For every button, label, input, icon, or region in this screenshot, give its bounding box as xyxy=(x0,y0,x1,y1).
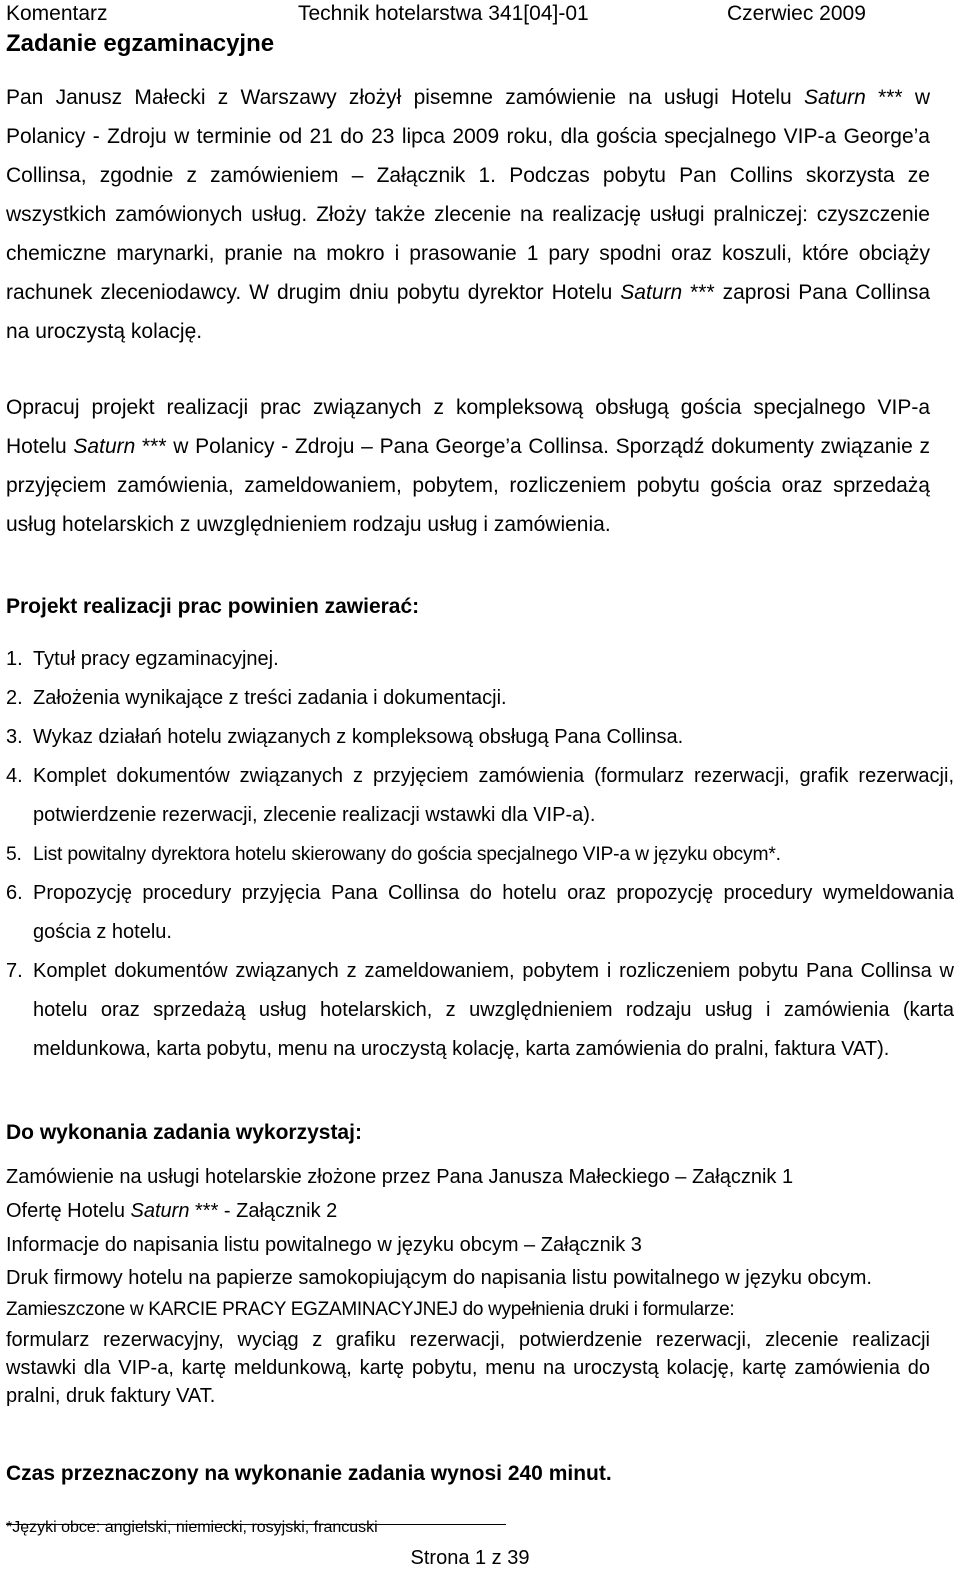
list-item xyxy=(6,952,954,1069)
header-left: Komentarz xyxy=(6,2,108,25)
item-number: 3. xyxy=(6,726,23,748)
item-number: 1. xyxy=(6,648,23,670)
time-note: Czas przeznaczony na wykonanie zadania wynosi 240 minut. xyxy=(6,1462,612,1485)
use-heading: Do wykonania zadania wykorzystaj: xyxy=(6,1121,362,1144)
intro-text-3: *** zaprosi Pana Collinsa na uroczystą kolację. xyxy=(6,281,930,343)
project-heading: Projekt realizacji prac powinien zawierać: xyxy=(6,595,420,618)
item-number: 7. xyxy=(6,960,23,982)
use-item-forms-heading: Zamieszczone w KARCIE PRACY EGZAMINACYJNEJ do wypełnienia druki i formularze: xyxy=(6,1299,735,1320)
item-number: 4. xyxy=(6,765,23,787)
intro-paragraph xyxy=(6,78,930,351)
task-text-1: Opracuj projekt realizacji prac związanych z kompleksową obsługą gościa specjalnego VIP-a Hotelu xyxy=(6,396,930,458)
use-item-offer-text: Ofertę Hotelu xyxy=(6,1200,131,1222)
item-text: Tytuł pracy egzaminacyjnej. xyxy=(33,648,279,670)
page-header xyxy=(0,0,960,28)
project-items-list xyxy=(6,640,954,1069)
task-text-2: *** w Polanicy - Zdroju – Pana George’a Collinsa. Sporządź dokumenty związanie z przyjęciem zamówienia, zameldowaniem, pobytem, rozliczeniem pobytu gościa oraz sprzedażą usług hotelarskich z uwzględnieniem rodzaju usług i zamówienia. xyxy=(6,435,930,536)
hotel-name: Saturn xyxy=(620,281,683,304)
item-text: Komplet dokumentów związanych z zameldowaniem, pobytem i rozliczeniem pobytu Pana Collinsa w hotelu oraz sprzedażą usług hotelarskich, z uwzględnieniem rodzaju usług i zamówienia (karta meldunkowa, karta pobytu, menu na uroczystą kolację, karta zamówienia do pralni, faktura VAT). xyxy=(33,960,954,1060)
use-item-forms-list: formularz rezerwacyjny, wyciąg z grafiku rezerwacji, potwierdzenie rezerwacji, zlecenie realizacji wstawki dla VIP-a, kartę meldunkową, kartę pobytu, menu na uroczystą kolację, kartę zamówienia do pralni, druk faktury VAT. xyxy=(6,1329,930,1407)
list-item xyxy=(6,757,954,835)
list-item xyxy=(6,640,954,679)
intro-text-2: *** w Polanicy - Zdroju w terminie od 21 do 23 lipca 2009 roku, dla gościa specjalnego VIP-a George’a Collinsa, zgodnie z zamówieniem – Załącznik 1. Podczas pobytu Pan Collins skorzysta ze wszystkich zamówionych usług. Złoży także zlecenie na realizację usługi pralniczej: czyszczenie chemiczne marynarki, pranie na mokro i prasowanie 1 pary spodni oraz koszuli, które obciąży rachunek zleceniodawcy. W drugim dniu pobytu dyrektor Hotelu xyxy=(6,86,931,304)
use-item-order: Zamówienie na usługi hotelarskie złożone przez Pana Janusza Małeckiego – Załącznik 1 xyxy=(6,1166,794,1188)
list-item xyxy=(6,874,954,952)
use-item-letter-info: Informacje do napisania listu powitalnego w języku obcym – Załącznik 3 xyxy=(6,1234,642,1256)
footnote: *Języki obce: angielski, niemiecki, rosyjski, francuski xyxy=(6,1519,378,1536)
header-right: Czerwiec 2009 xyxy=(727,2,866,25)
item-number: 2. xyxy=(6,687,23,709)
item-text: Założenia wynikające z treści zadania i dokumentacji. xyxy=(33,687,507,709)
intro-text-1: Pan Janusz Małecki z Warszawy złożył pisemne zamówienie na usługi Hotelu xyxy=(6,86,804,109)
list-item xyxy=(6,679,954,718)
item-text: Komplet dokumentów związanych z przyjęciem zamówienia (formularz rezerwacji, grafik rezerwacji, potwierdzenie rezerwacji, zlecenie realizacji wstawki dla VIP-a). xyxy=(33,765,954,826)
task-paragraph xyxy=(6,388,930,544)
use-items xyxy=(6,1160,930,1410)
use-item-offer-suffix: *** - Załącznik 2 xyxy=(189,1200,338,1222)
use-item-offer xyxy=(6,1194,930,1228)
item-number: 5. xyxy=(6,844,22,865)
item-text: List powitalny dyrektora hotelu skierowany do gościa specjalnego VIP-a w języku obcym*. xyxy=(33,844,781,865)
item-text: Wykaz działań hotelu związanych z kompleksową obsługą Pana Collinsa. xyxy=(33,726,684,748)
page-number: Strona 1 z 39 xyxy=(410,1547,530,1569)
page-title: Zadanie egzaminacyjne xyxy=(6,30,275,57)
hotel-name: Saturn xyxy=(130,1200,190,1222)
use-item-letterhead: Druk firmowy hotelu na papierze samokopiującym do napisania listu powitalnego w języku obcym. xyxy=(6,1267,872,1289)
list-item xyxy=(6,835,954,874)
hotel-name: Saturn xyxy=(73,435,136,458)
list-item xyxy=(6,718,954,757)
hotel-name: Saturn xyxy=(803,86,866,109)
item-text: Propozycję procedury przyjęcia Pana Collinsa do hotelu oraz propozycję procedury wymeldowania gościa z hotelu. xyxy=(33,882,954,943)
header-center: Technik hotelarstwa 341[04]-01 xyxy=(298,2,589,25)
item-number: 6. xyxy=(6,882,23,904)
